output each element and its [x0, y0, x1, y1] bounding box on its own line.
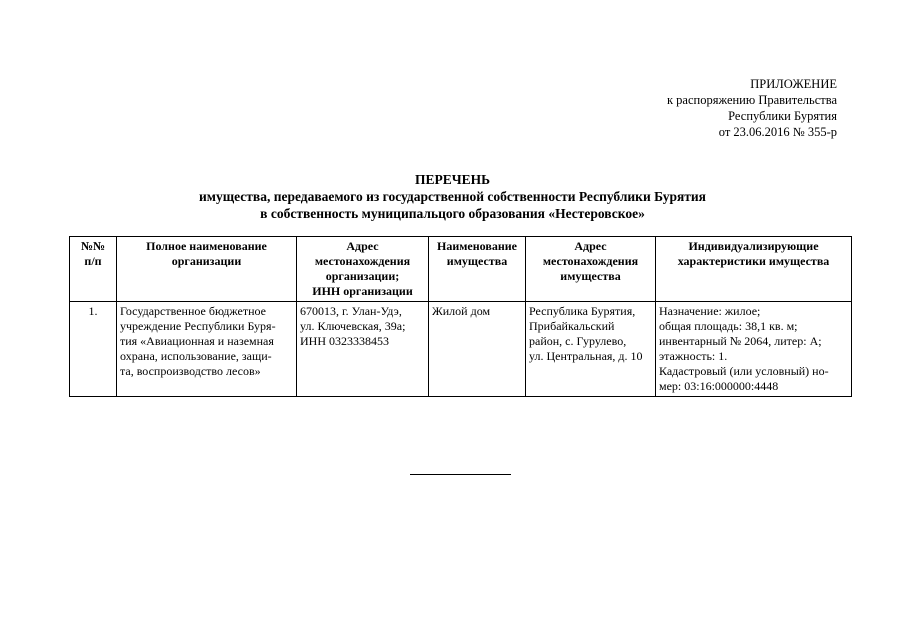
header-characteristics: Индивидуализирующие характеристики имущества — [656, 237, 852, 302]
header-property-address: Адрес местонахождения имущества — [526, 237, 656, 302]
header-number: №№ п/п — [70, 237, 117, 302]
cell-characteristics: Назначение: жилое; общая площадь: 38,1 кв. м; инвентарный № 2064, литер: А; этажность: 1. Кадастровый (или условный) но- мер: 03:16:000000:4448 — [656, 302, 852, 397]
cell-property-address: Республика Бурятия, Прибайкальский район, с. Гурулево, ул. Центральная, д. 10 — [526, 302, 656, 397]
cell-property-name: Жилой дом — [429, 302, 526, 397]
appendix-order-ref: к распоряжению Правительства — [666, 93, 837, 107]
title-subtitle-1: имущества, передаваемого из государственной собственности Республики Бурятия — [199, 189, 706, 204]
property-table — [69, 236, 852, 397]
cell-org-address: 670013, г. Улан-Удэ, ул. Ключевская, 39а; ИНН 0323338453 — [297, 302, 429, 397]
header-property-name: Наименование имущества — [429, 237, 526, 302]
appendix-government: Республики Бурятия — [728, 109, 837, 123]
table-row — [70, 302, 852, 397]
cell-org-name: Государственное бюджетное учреждение Республики Буря- тия «Авиационная и наземная охрана, использование, защи- та, воспроизводство лесов» — [117, 302, 297, 397]
title-subtitle-2: в собственность муниципальцого образования «Нестеровское» — [260, 206, 645, 221]
title-main: ПЕРЕЧЕНЬ — [414, 172, 491, 187]
footer-divider — [410, 474, 511, 475]
document-title — [0, 171, 905, 222]
appendix-header — [667, 76, 837, 140]
cell-number: 1. — [70, 302, 117, 397]
header-org-address: Адрес местонахождения организации; ИНН организации — [297, 237, 429, 302]
appendix-label: ПРИЛОЖЕНИЕ — [750, 77, 837, 91]
header-org-name: Полное наименование организации — [117, 237, 297, 302]
appendix-date-number: от 23.06.2016 № 355-р — [718, 125, 837, 139]
table-header-row — [70, 237, 852, 302]
